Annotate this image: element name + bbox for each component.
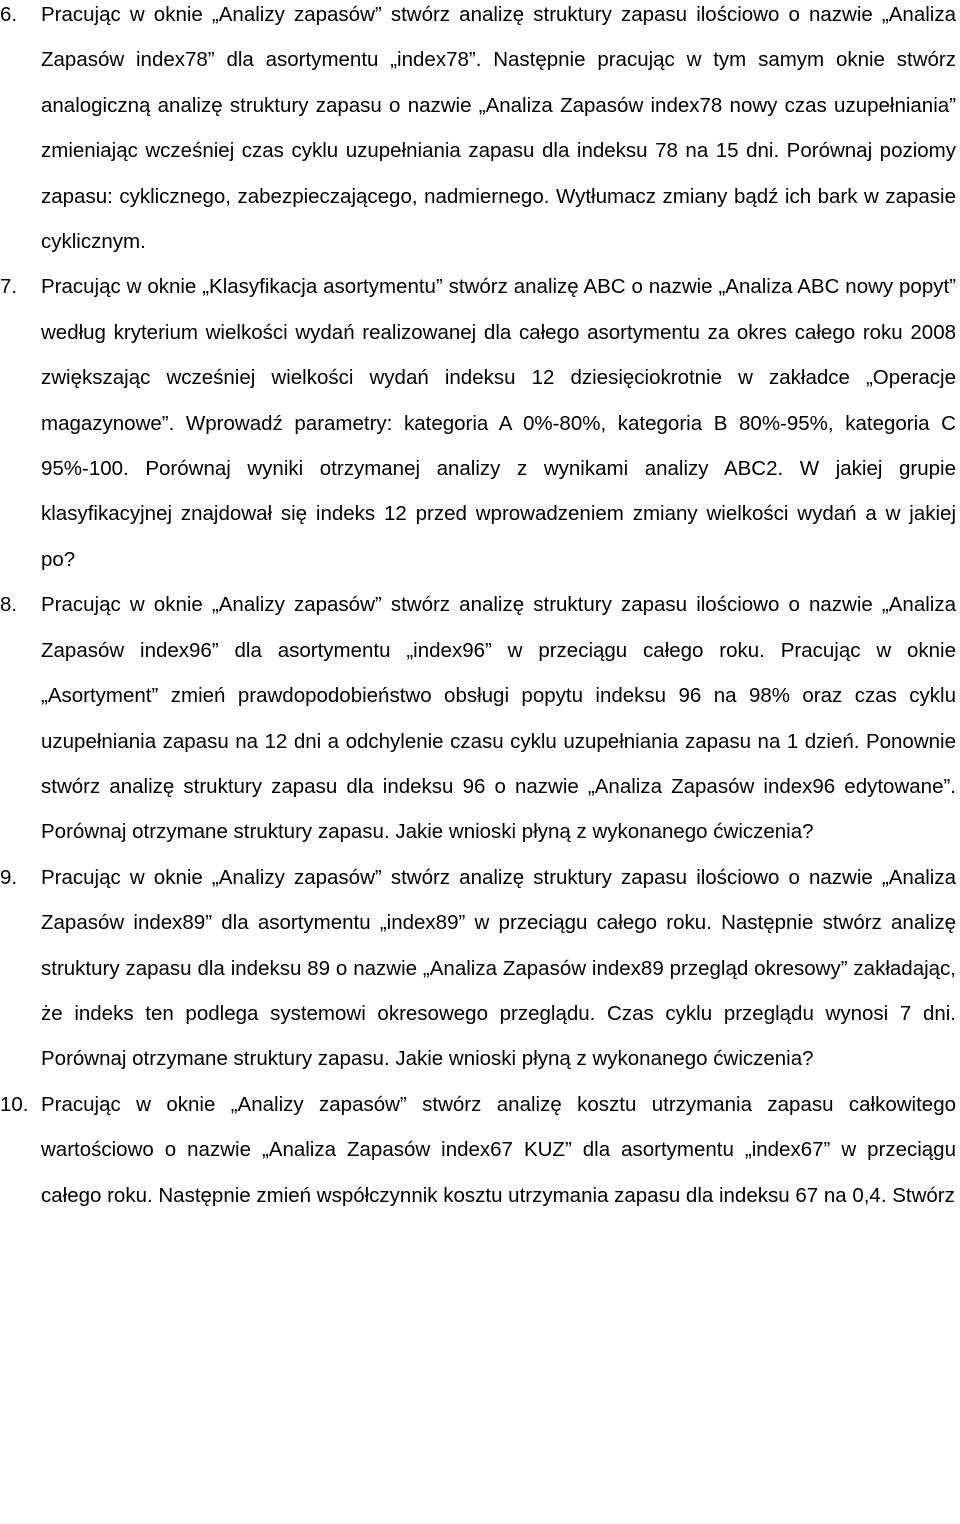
list-item-8 — [0, 582, 960, 854]
item-number: 10. — [0, 1092, 29, 1116]
item-number: 8. — [0, 593, 18, 617]
item-text: Pracując w oknie „Analizy zapasów” stwórz analizę kosztu utrzymania zapasu całkowitego wartościowo o nazwie „Analiza Zapasów index67 KUZ” dla asortymentu „index67” w przeciągu całego roku. Następnie zmień współczynnik kosztu utrzymania zapasu dla indeksu 67 na 0,4. Stwórz — [41, 1092, 956, 1207]
list-item-7 — [0, 264, 960, 582]
item-text: Pracując w oknie „Analizy zapasów” stwórz analizę struktury zapasu ilościowo o nazwie „Analiza Zapasów index89” dla asortymentu „index89” w przeciągu całego roku. Następnie stwórz analizę struktury zapasu dla indeksu 89 o nazwie „Analiza Zapasów index89 przegląd okresowy” zakładając, że indeks ten podlega systemowi okresowego przeglądu. Czas cyklu przeglądu wynosi 7 dni. Porównaj otrzymane struktury zapasu. Jakie wnioski płyną z wykonanego ćwiczenia? — [41, 865, 956, 1071]
item-text: Pracując w oknie „Klasyfikacja asortymentu” stwórz analizę ABC o nazwie „Analiza ABC nowy popyt” według kryterium wielkości wydań realizowanej dla całego asortymentu za okres całego roku 2008 zwiększając wcześniej wielkości wydań indeksu 12 dziesięciokrotnie w zakładce „Operacje magazynowe”. Wprowadź parametry: kategoria A 0%-80%, kategoria B 80%-95%, kategoria C 95%-100. Porównaj wyniki otrzymanej analizy z wynikami analizy ABC2. W jakiej grupie klasyfikacyjnej znajdował się indeks 12 przed wprowadzeniem zmiany wielkości wydań a w jakiej po? — [41, 275, 956, 571]
item-number: 9. — [0, 865, 18, 889]
list-item-6 — [0, 0, 960, 264]
item-text: Pracując w oknie „Analizy zapasów” stwórz analizę struktury zapasu ilościowo o nazwie „Analiza Zapasów index96” dla asortymentu „index96” w przeciągu całego roku. Pracując w oknie „Asortyment” zmień prawdopodobieństwo obsługi popytu indeksu 96 na 98% oraz czas cyklu uzupełniania zapasu na 12 dni a odchylenie czasu cyklu uzupełniania zapasu na 1 dzień. Ponownie stwórz analizę struktury zapasu dla indeksu 96 o nazwie „Analiza Zapasów index96 edytowane”. Porównaj otrzymane struktury zapasu. Jakie wnioski płyną z wykonanego ćwiczenia? — [41, 593, 956, 844]
list-item-10 — [0, 1082, 960, 1218]
item-text: Pracując w oknie „Analizy zapasów” stwórz analizę struktury zapasu ilościowo o nazwie „Analiza Zapasów index78” dla asortymentu „index78”. Następnie pracując w tym samym oknie stwórz analogiczną analizę struktury zapasu o nazwie „Analiza Zapasów index78 nowy czas uzupełniania” zmieniając wcześniej czas cyklu uzupełniania zapasu dla indeksu 78 na 15 dni. Porównaj poziomy zapasu: cyklicznego, zabezpieczającego, nadmiernego. Wytłumacz zmiany bądź ich bark w zapasie cyklicznym. — [41, 3, 956, 254]
item-number: 6. — [0, 3, 18, 26]
item-number: 7. — [0, 275, 18, 299]
list-item-9 — [0, 855, 960, 1082]
